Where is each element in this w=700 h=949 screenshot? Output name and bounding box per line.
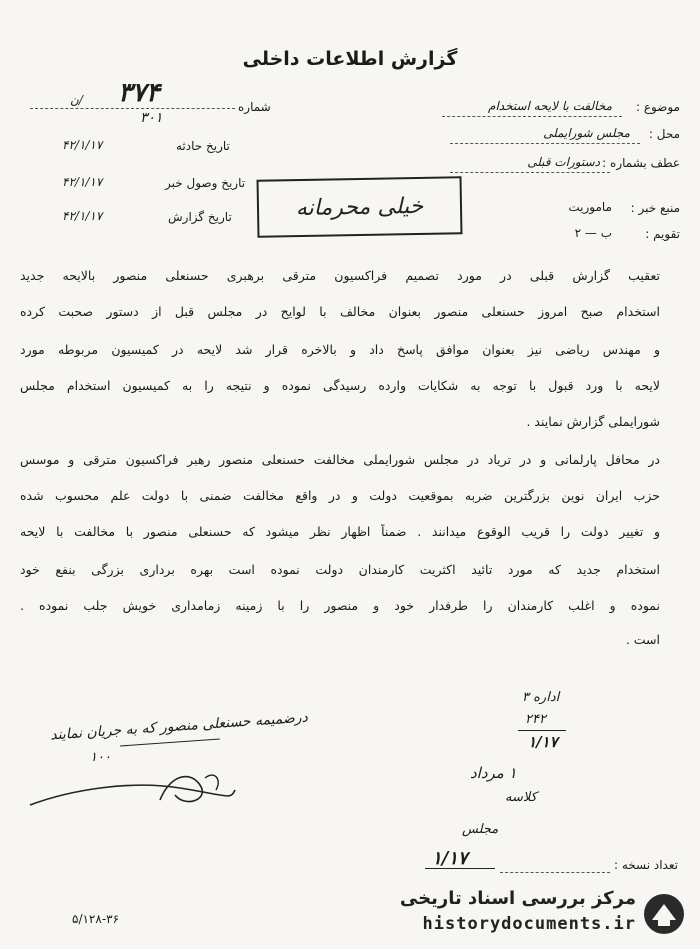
event-date-value: ۴۲/۱/۱۷ [62,138,103,152]
body-line: و مهندس ریاضی نیز بعنوان موافق پاسخ داد و بالاخره قرار شد لایحه در کمیسیون مربوطه مورد [20,342,660,357]
body-line: نموده و اغلب کارمندان را طرفدار خود و منصور را با زمینه زمامداری خویش جلب نموده . [20,598,660,613]
body-line: استخدام صبح امروز حسنعلی منصور بعنوان مخالف با لوایح در مجلس قبل از دستور صحبت کرده [20,304,660,319]
bottom-date: ۱/۱۷ [432,848,468,869]
right-note-line1: اداره ۳ [522,690,560,705]
report-date-label: تاریخ گزارش [168,210,232,224]
right-note-num: ۲۴۲ [525,712,546,727]
logo-url: historydocuments.ir [422,914,636,934]
source-value: ماموریت [568,200,612,214]
body-line: است . [625,632,660,647]
copies-line [500,872,610,873]
body-line: شورایملی گزارش نمایند . [526,414,660,429]
subject-value: مخالفت با لایحه استخدام [488,99,612,113]
archive-emblem-icon [640,890,688,938]
body-line: در محافل پارلمانی و در تریاد در مجلس شورایملی مخالفت حسنعلی منصور رهبر فراکسیون مترقی و موسس [20,452,660,467]
subject-line [442,116,622,117]
received-date-value: ۴۲/۱/۱۷ [62,175,103,189]
event-date-label: تاریخ حادثه [176,139,230,153]
number-line [30,108,235,109]
center-note-2: کلاسه [505,790,537,805]
logo-title: مرکز بررسی اسناد تاریخی [399,888,636,909]
copies-label: تعداد نسخه : [613,858,678,872]
body-line: حزب ایران نوین بزرگترین ضربه بموقعیت دولت و در واقع مخالفت ضمنی با دولت علم محسوب شده [20,488,660,503]
body-line: لایحه با ورد قبول با توجه به شکایات وارده رسیدگی نموده و نتیجه را به کمیسیون استخدام مجلس [20,378,660,393]
report-date-value: ۴۲/۱/۱۷ [62,209,103,223]
subject-label: موضوع : [635,100,680,114]
center-note-3: مجلس [462,822,499,837]
received-date-label: تاریخ وصول خبر [165,176,246,190]
left-note-underline [120,739,220,747]
place-line [450,143,640,144]
center-note-1: ۱ مرداد [470,764,517,782]
right-note-rule [518,730,566,731]
number-value: ۳۷۴ [118,78,160,108]
body-line: استخدام جدید که مورد تائید اکثریت کارمندان دولت نموده است بهره برداری بزرگی بنفع خود [20,562,660,577]
page-title: گزارش اطلاعات داخلی [242,48,458,70]
form-code: ۵/۱۲۸-۳۶ [72,912,120,926]
source-label: منبع خبر : [630,201,680,215]
rating-label: تقویم : [645,227,680,241]
number-sub: ۳۰۱ [140,110,163,126]
stamp-text: خیلی محرمانه [295,193,424,221]
place-label: محل : [648,127,680,141]
body-line: و تغییر دولت را قریب الوقوع میدانند . ضمناً اظهار نظر میشود که حسنعلی منصور با مخالفت با لایحه [20,524,660,539]
rating-value: ب — ۲ [574,226,612,240]
reference-line [450,172,610,173]
number-prefix: ن/ [70,93,83,107]
right-note-date: ۱/۱۷ [528,733,558,751]
bottom-date-rule [425,868,495,869]
place-value: مجلس شورایملی [543,126,630,140]
classification-stamp [257,176,463,238]
reference-label: عطف بشماره : [602,156,680,170]
body-line: تعقیب گزارش قبلی در مورد تصمیم فراکسیون مترقی برهبری حسنعلی منصور بالایحه جدید [20,268,660,283]
left-note-number: ۱۰۰ [90,750,111,765]
signature-scribble [10,760,240,820]
left-note: درضمیمه حسنعلی منصور که به جریان نمایند [49,709,309,744]
number-label: شماره [238,100,271,114]
reference-value: دستورات قبلی [527,155,600,169]
archive-logo [380,884,690,942]
